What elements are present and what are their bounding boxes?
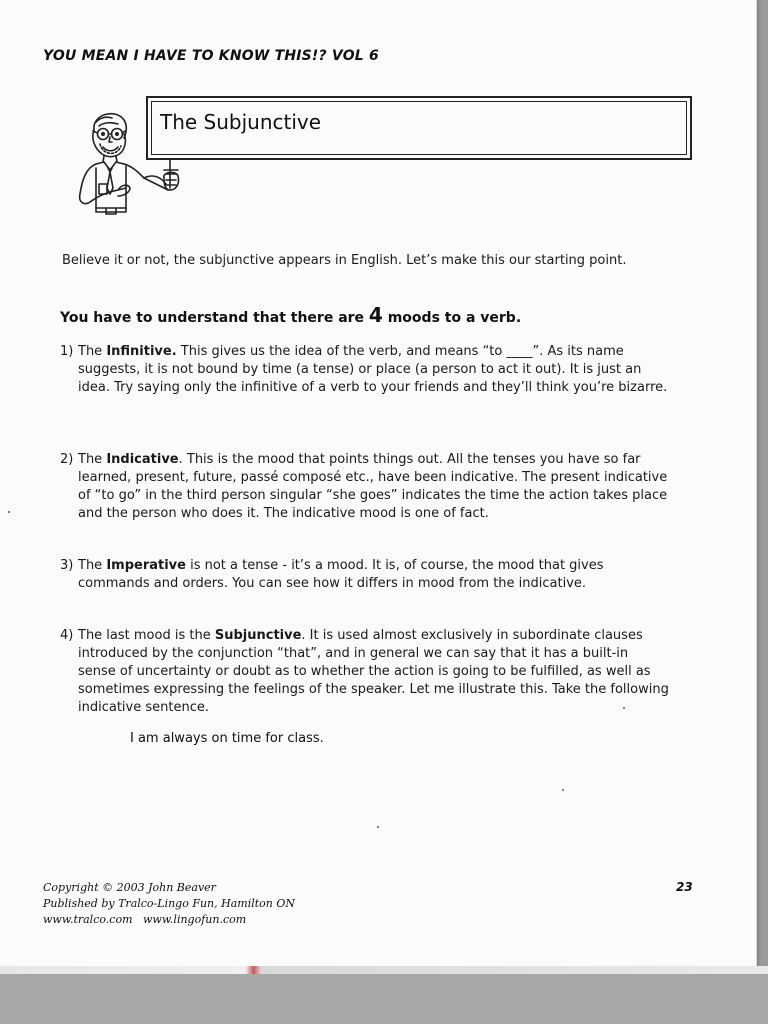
intro-paragraph: Believe it or not, the subjunctive appears in English. Let’s make this our starting point.: [62, 253, 627, 268]
list-item: [60, 451, 670, 523]
moods-heading: [60, 303, 620, 327]
moods-number: 4: [368, 303, 383, 327]
copyright-line: Copyright © 2003 John Beaver: [43, 881, 216, 894]
page-number: 23: [676, 880, 693, 894]
scan-speck: [8, 511, 10, 513]
list-item: [60, 343, 670, 397]
list-item: [60, 557, 670, 593]
scan-speck: [623, 707, 625, 709]
list-item-number: 1): [60, 344, 74, 359]
example-sentence: I am always on time for class.: [130, 731, 324, 746]
copyright-footer: [43, 880, 295, 928]
list-item-number: 3): [60, 558, 74, 573]
list-item-pre: The: [78, 558, 107, 573]
list-item-number: 2): [60, 452, 74, 467]
scan-speck: [377, 826, 379, 828]
list-item-text: This gives us the idea of the verb, and means “to ____”. As its name suggests, it is not bound by time (a tense) or place (a person to act it out). It is just an idea. Try saying only the infinitive of a verb to your friends and they’ll think you’re bizarre.: [78, 344, 668, 395]
moods-text-after: moods to a verb.: [382, 310, 522, 326]
scan-speck: [562, 789, 564, 791]
websites-line: www.tralco.com www.lingofun.com: [43, 913, 247, 926]
running-header: YOU MEAN I HAVE TO KNOW THIS!? VOL 6: [43, 48, 379, 64]
scanner-background: [0, 974, 768, 1024]
list-item-pre: The: [78, 344, 107, 359]
page-edge: [0, 966, 768, 974]
list-item-text: . This is the mood that points things out. All the tenses you have so far learned, present, future, passé composé etc., have been indicative. The present indicative of “to go” in the third person singular “she goes” indicates the time the action takes place and the person who does it. The indicative mood is one of fact.: [78, 452, 668, 521]
list-item-number: 4): [60, 628, 74, 643]
publisher-line: Published by Tralco-Lingo Fun, Hamilton ON: [43, 897, 296, 910]
list-item-pre: The last mood is the: [78, 628, 215, 643]
list-item-pre: The: [78, 452, 107, 467]
list-item-term: Indicative: [106, 452, 179, 467]
list-item-text: . It is used almost exclusively in subordinate clauses introduced by the conjunction “that”, and in general we can say that it has a built-in sense of uncertainty or doubt as to whether the action is going to be fulfilled, as well as sometimes expressing the feelings of the speaker. Let me illustrate this. Take the following indicative sentence.: [78, 628, 669, 715]
list-item: [60, 627, 670, 717]
list-item-term: Imperative: [106, 558, 186, 573]
page-title: The Subjunctive: [160, 110, 322, 134]
list-item-text: is not a tense - it’s a mood. It is, of course, the mood that gives commands and orders. You can see how it differs in mood from the indicative.: [78, 558, 604, 591]
list-item-term: Subjunctive: [214, 628, 302, 643]
list-item-term: Infinitive.: [106, 344, 177, 359]
moods-text-before: You have to understand that there are: [60, 310, 369, 326]
